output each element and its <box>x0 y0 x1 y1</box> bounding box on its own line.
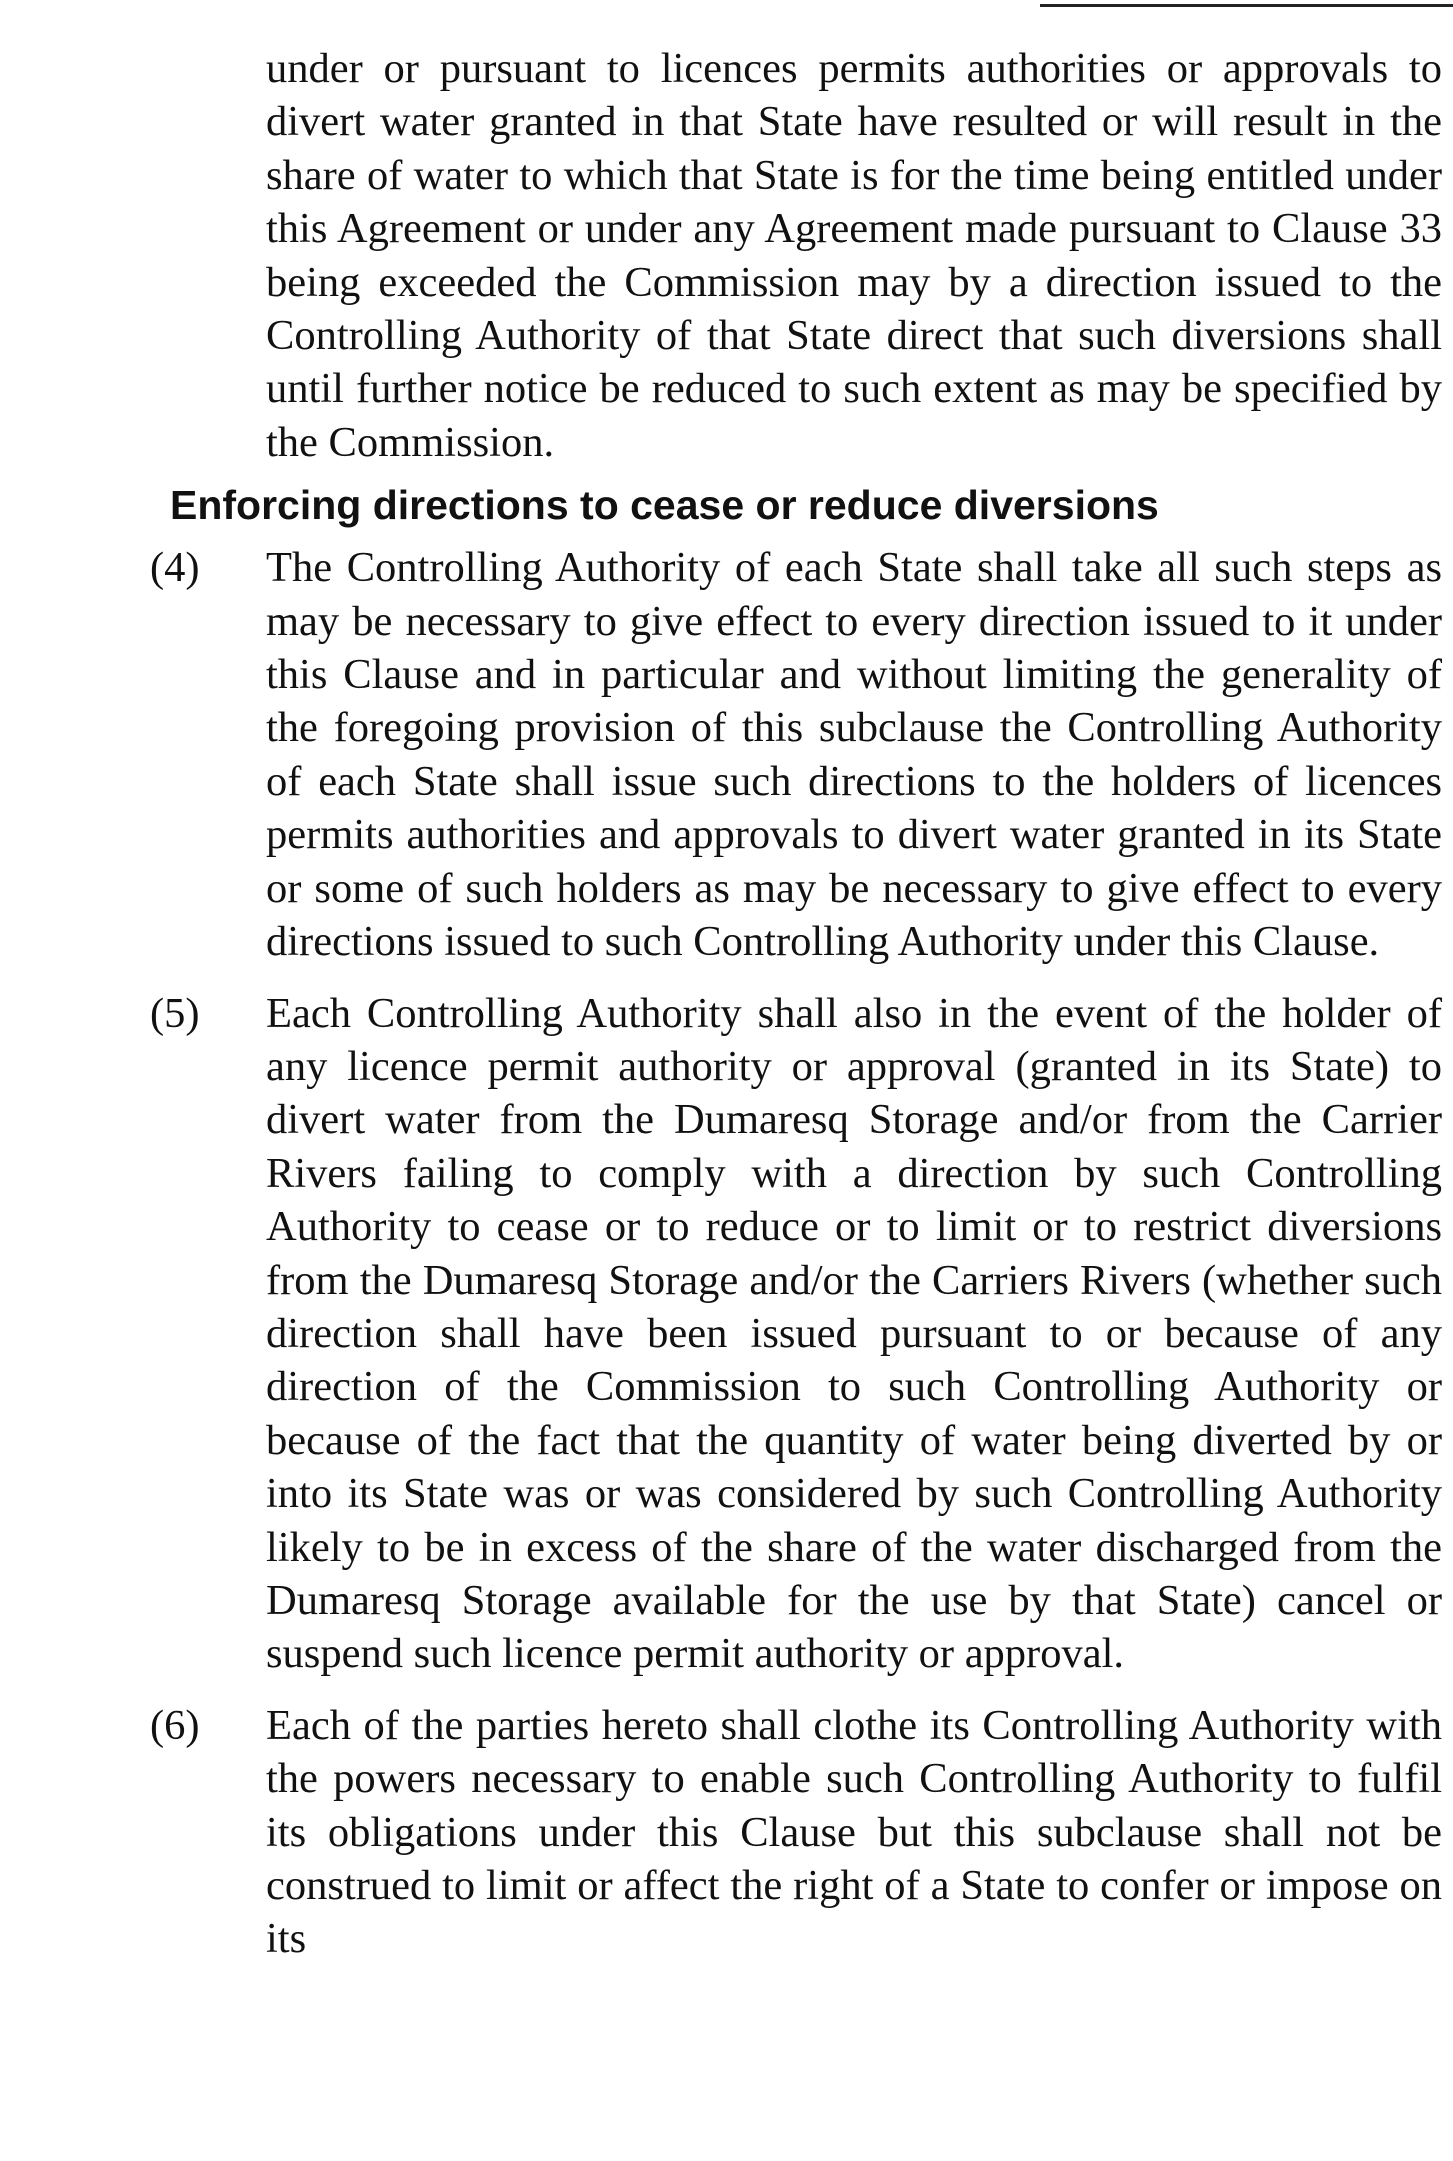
subclause-4 <box>0 541 1453 968</box>
subclause-5 <box>0 987 1453 1681</box>
subclause-number: (4) <box>150 544 200 592</box>
intro-paragraph: under or pursuant to licences permits authorities or approvals to divert water granted in that State have resulted or will result in the share of water to which that State is for the time being entitled under this Agreement or under any Agreement made pursuant to Clause 33 being exceeded the Commission may by a direction issued to the Controlling Authority of that State direct that such diversions shall until further notice be reduced to such extent as may be specified by the Commission. <box>266 45 1442 466</box>
subclause-text: Each Controlling Authority shall also in the event of the holder of any licence permit authority or approval (granted in its State) to divert water from the Dumaresq Storage and/or from the Carrier Rivers failing to comply with a direction by such Controlling Authority to cease or to reduce or to limit or to restrict diversions from the Dumaresq Storage and/or the Carriers Rivers (whether such direction shall have been issued pursuant to or because of any direction of the Commission to such Controlling Authority or because of the fact that the quantity of water being diverted by or into its State was or was considered by such Controlling Authority likely to be in excess of the share of the water discharged from the Dumaresq Storage available for the use by that State) cancel or suspend such licence permit authority or approval. <box>266 989 1442 1678</box>
section-heading: Enforcing directions to cease or reduce diversions <box>170 482 1159 529</box>
subclause-text: The Controlling Authority of each State shall take all such steps as may be necessary to give effect to every direction issued to it under this Clause and in particular and without limiting the generality of the foregoing provision of this subclause the Controlling Authority of each State shall issue such directions to the holders of licences permits authorities and approvals to divert water granted in its State or some of such holders as may be necessary to give effect to every directions issued to such Controlling Authority under this Clause. <box>266 544 1442 966</box>
subclause-6 <box>0 1699 1453 1966</box>
subclause-number: (5) <box>150 989 200 1037</box>
header-rule <box>1040 4 1453 7</box>
document-page <box>0 42 1453 1966</box>
subclause-text: Each of the parties hereto shall clothe its Controlling Authority with the powers necessary to enable such Controlling Authority to fulfil its obligations under this Clause but this subclause shall not be construed to limit or affect the right of a State to confer or impose on its <box>266 1701 1442 1963</box>
subclause-number: (6) <box>150 1701 200 1749</box>
